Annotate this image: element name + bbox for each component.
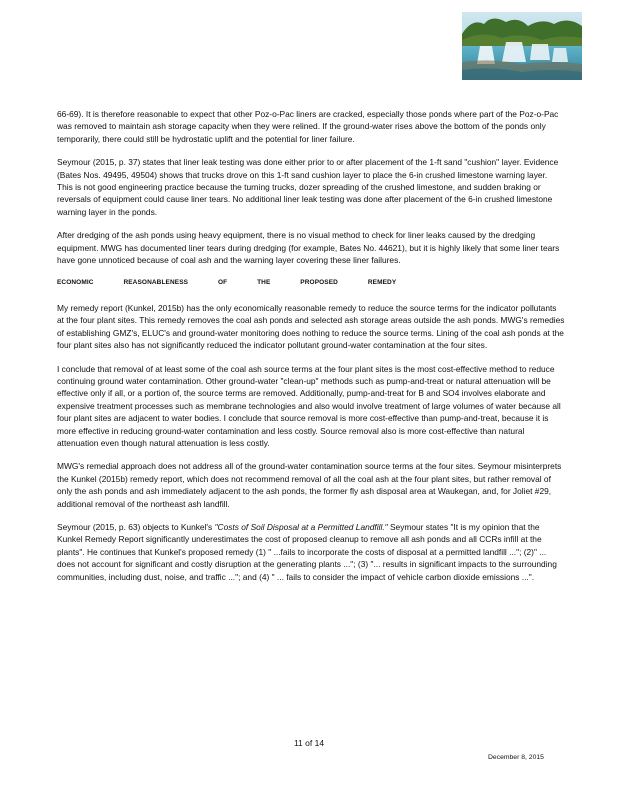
paragraph-liner-cracking: 66-69). It is therefore reasonable to expect that other Poz-o-Pac liners are cracked, especially those ponds where part of the Poz-o-Pac was removed to maintain ash storage capacity when they were relined. If the ground-water rises above the bottom of the ponds only temporarily, there could still be hydrostatic uplift and the potential for liner failure. [57, 109, 559, 144]
cost-objection-intro: Seymour (2015, p. 63) objects to Kunkel's [57, 521, 215, 532]
footer-date: December 8, 2015 [488, 754, 544, 761]
paragraph-dredging: After dredging of the ash ponds using heavy equipment, there is no visual method to check for liner leaks caused by the dredging equipment. MWG has documented liner tears during dredging (for example, Bates No. 44621), but it is highly likely that some liner tears have gone unnoticed because of coal ash and the warning layer covering these liner failures. [57, 230, 560, 266]
cost-objection-title: "Costs of Soil Disposal at a Permitted Landfill." [214, 521, 388, 532]
page-number: 11 of 14 [293, 738, 325, 748]
waterfall-photo-logo [462, 12, 582, 80]
paragraph-remedy-report: My remedy report (Kunkel, 2015b) has the only economically reasonable remedy to reduce the source terms for the indicator pollutants at the four plant sites. This remedy removes the coal ash ponds and selected ash storage areas outside the ash ponds. MWG's remedies of establishing GMZ's, ELUC's and ground-water monitoring does nothing to reduce the source terms. Lining of the coal ash ponds at the four plant sites also has not significantly reduced the indicator pollutant ground-water contamination at the four sites. [57, 302, 565, 351]
paragraph-source-removal: I conclude that removal of at least some of the coal ash source terms at the four plant sites is the most cost-effective method to reduce continuing ground water contamination. Other ground-water "clean-up" methods such as pump-and-treat or natural attenuation will be effective only if all, or a portion of, the source terms are removed. Additionally, pump-and-treat for B and SO4 involves elaborate and expensive treatment processes such as membrane technologies and also would involve treatment of large volumes of water because all four plant sites are adjacent to water bodies. I conclude that source removal is more cost-effective than pump-and-treat, because it is more effective in reducing ground-water contamination and less costly. Source removal also is more cost-effective than natural attenuation even though natural attenuation is less costly. [57, 363, 561, 448]
cost-objection-rest: Seymour states "It is my opinion that the Kunkel Remedy Report significantly underestimates the cost of proposed cleanup to remove all ash ponds and all CCRs infill at the plants". He continues that Kunkel's proposed remedy (1) " ...fails to incorporate the costs of disposal at a permitted landfill ..."; (2)" ... does not account for significant and costly disruption at the generating plants ..."; (3) "... results in significant impacts to the surrounding communities, including dust, noise, and traffic ..."; and (4) " ... fails to consider the impact of vehicle carbon dioxide emissions ...". [57, 521, 557, 582]
paragraph-cost-objection [57, 521, 565, 583]
document-body [57, 108, 565, 594]
section-heading: ECONOMIC REASONABLENESS OF THE PROPOSED REMEDY [57, 279, 397, 287]
waterfall-photo-icon [462, 12, 582, 80]
paragraph-leak-testing: Seymour (2015, p. 37) states that liner leak testing was done either prior to or after placement of the 1-ft sand "cushion" layer. Evidence (Bates Nos. 49495, 49504) shows that trucks drove on this 1-ft sand cushion layer to place the 6-in crushed limestone warning layer. This is not good engineering practice because the turning trucks, dozer spreading of the crushed limestone, and sudden braking or reversals of equipment could cause liner tears. No additional liner leak testing was done after placement of the 6-in crushed limestone warning layer in the ponds. [57, 157, 559, 217]
paragraph-remedial-approach: MWG's remedial approach does not address all of the ground-water contamination source terms at the four sites. Seymour misinterprets the Kunkel (2015b) remedy report, which does not recommend removal of all the coal ash at the four plant sites, but rather removal of only the ash ponds and ash immediately adjacent to the ash ponds, the former fly ash disposal area at Waukegan, and, for Joliet #29, additional removal of the northeast ash landfill. [57, 461, 562, 509]
